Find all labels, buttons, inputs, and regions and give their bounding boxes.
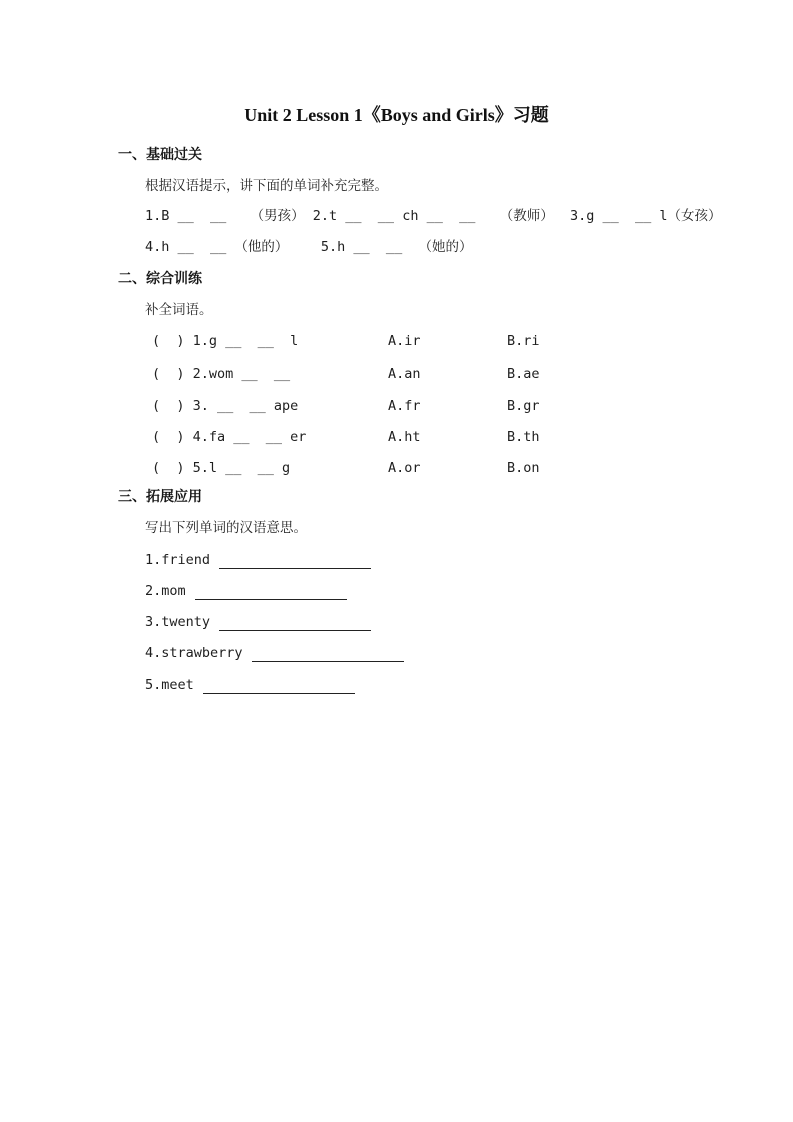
mc-option-b: B.ae: [507, 366, 540, 382]
answer-blank-line: [219, 553, 371, 569]
vocab-row-2: [145, 582, 347, 600]
vocab-row-1: [145, 551, 371, 569]
mc-option-a: A.an: [388, 366, 421, 382]
mc-row-5: [0, 460, 793, 480]
mc-item-word: ( ) 1.g __ __ l: [152, 333, 299, 349]
section-1-heading: 一、基础过关: [118, 147, 202, 163]
vocab-word: 2.mom: [145, 583, 186, 599]
vocab-word: 1.friend: [145, 552, 211, 568]
section-3-instruction: 写出下列单词的汉语意思。: [145, 520, 307, 536]
vocab-row-5: [145, 676, 355, 694]
vocab-word: 4.strawberry: [145, 645, 243, 661]
vocab-word: 3.twenty: [145, 614, 211, 630]
answer-blank-line: [203, 678, 355, 694]
mc-option-a: A.ht: [388, 429, 421, 445]
mc-row-2: [0, 366, 793, 386]
vocab-row-4: [145, 644, 404, 662]
mc-row-1: [0, 333, 793, 353]
mc-option-a: A.or: [388, 460, 421, 476]
mc-row-3: [0, 398, 793, 418]
mc-option-b: B.on: [507, 460, 540, 476]
mc-option-a: A.fr: [388, 398, 421, 414]
mc-item-word: ( ) 3. __ __ ape: [152, 398, 299, 414]
mc-option-b: B.ri: [507, 333, 540, 349]
mc-option-b: B.gr: [507, 398, 540, 414]
section-1-fill-line-2: 4.h __ __ （他的） 5.h __ __ （她的）: [145, 239, 473, 255]
mc-item-word: ( ) 2.wom __ __: [152, 366, 291, 382]
mc-item-word: ( ) 4.fa __ __ er: [152, 429, 307, 445]
section-2-instruction: 补全词语。: [145, 302, 213, 318]
section-3-heading: 三、拓展应用: [118, 489, 202, 505]
answer-blank-line: [252, 646, 404, 662]
section-2-heading: 二、综合训练: [118, 271, 202, 287]
answer-blank-line: [195, 584, 347, 600]
mc-option-a: A.ir: [388, 333, 421, 349]
section-1-instruction: 根据汉语提示，讲下面的单词补充完整。: [145, 178, 388, 194]
mc-item-word: ( ) 5.l __ __ g: [152, 460, 291, 476]
page-title: Unit 2 Lesson 1《Boys and Girls》习题: [244, 105, 549, 125]
vocab-word: 5.meet: [145, 677, 194, 693]
mc-row-4: [0, 429, 793, 449]
answer-blank-line: [219, 615, 371, 631]
section-1-fill-line-1: 1.B __ __ （男孩） 2.t __ __ ch __ __ （教师） 3.g __ __ l（女孩）: [145, 208, 722, 224]
vocab-row-3: [145, 613, 371, 631]
mc-option-b: B.th: [507, 429, 540, 445]
